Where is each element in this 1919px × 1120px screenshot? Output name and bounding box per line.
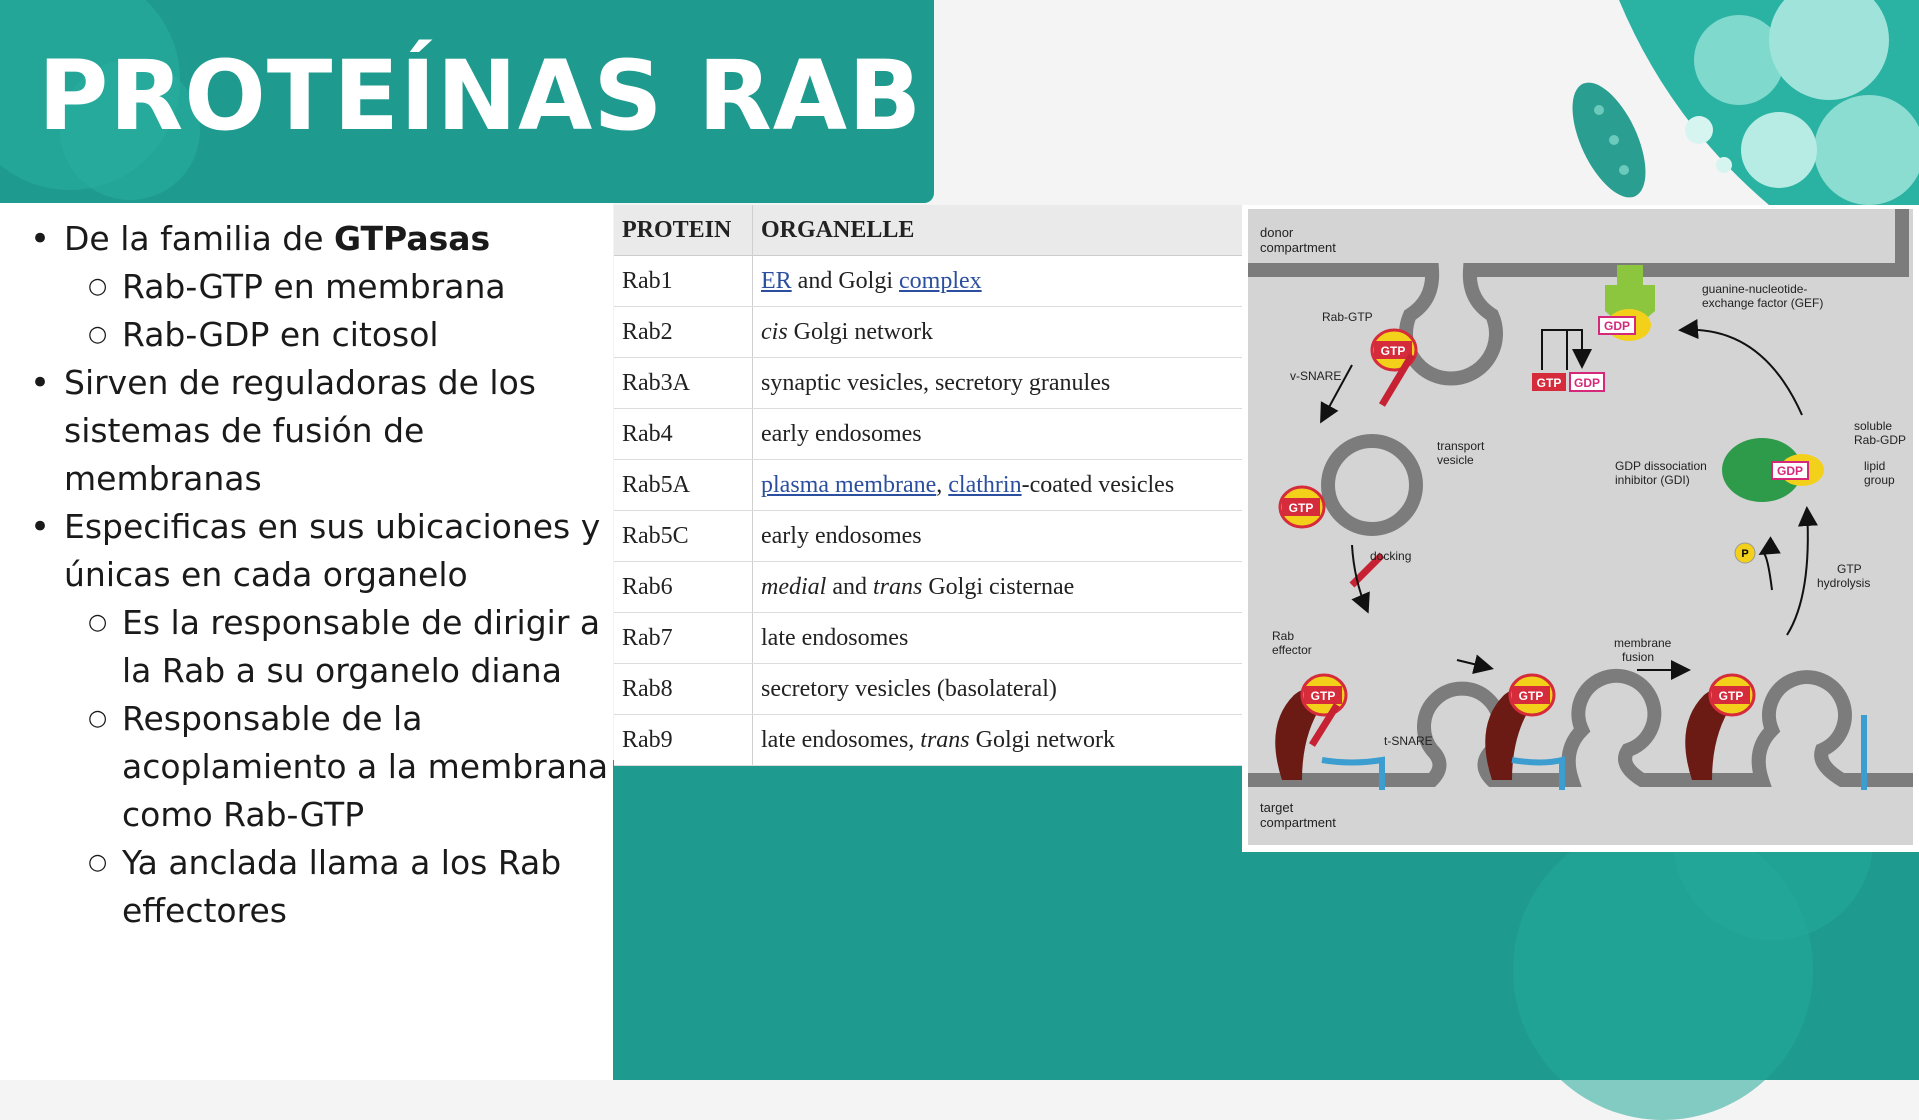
organelle-cell: late endosomes xyxy=(753,613,1243,664)
bullet-list xyxy=(30,215,610,935)
svg-text:GTP: GTP xyxy=(1518,689,1544,703)
target-label: target compartment xyxy=(1260,800,1336,830)
protein-cell: Rab8 xyxy=(614,664,753,715)
plasma-membrane-link[interactable]: plasma membrane xyxy=(761,471,937,498)
organelle-cell xyxy=(753,562,1243,613)
table-row xyxy=(614,613,1242,664)
sub-bullet-item: ○ Es la responsable de dirigir a la Rab a su organelo diana xyxy=(30,599,610,695)
organelle-cell xyxy=(753,715,1243,766)
protein-cell: Rab2 xyxy=(614,307,753,358)
svg-text:GDP: GDP xyxy=(1776,464,1804,478)
organelle-italic: trans xyxy=(920,726,970,753)
rab-gtp-label: Rab-GTP xyxy=(1322,310,1373,324)
table-row xyxy=(614,460,1242,511)
bullet-bold-text: GTPasas xyxy=(334,219,491,258)
gdi-label: GDP dissociation inhibitor (GDI) xyxy=(1615,459,1707,487)
rab-gtp-marker xyxy=(1302,675,1346,715)
svg-text:GTP: GTP xyxy=(1310,689,1336,703)
protein-cell: Rab5A xyxy=(614,460,753,511)
organelle-text: -coated vesicles xyxy=(1021,471,1175,498)
soluble-rab-gdp-label: soluble Rab-GDP xyxy=(1854,419,1907,447)
sub-bullet-item: ○ Responsable de la acoplamiento a la membrana como Rab-GTP xyxy=(30,695,610,839)
svg-text:GTP: GTP xyxy=(1718,689,1744,703)
title-banner xyxy=(0,0,934,203)
table-row xyxy=(614,409,1242,460)
organelle-cell: early endosomes xyxy=(753,409,1243,460)
complex-link[interactable]: complex xyxy=(899,267,982,294)
column-header-organelle: ORGANELLE xyxy=(753,205,1243,256)
organelle-text: late endosomes, xyxy=(761,726,921,753)
column-header-protein: PROTEIN xyxy=(614,205,753,256)
table-header-row xyxy=(614,205,1242,256)
svg-text:GDP: GDP xyxy=(1573,376,1601,390)
svg-text:GTP: GTP xyxy=(1288,501,1314,515)
membrane-fusion-label: membrane fusion xyxy=(1614,636,1672,664)
organelle-cell: early endosomes xyxy=(753,511,1243,562)
rab-gtp-marker xyxy=(1280,487,1324,527)
organelle-cell xyxy=(753,460,1243,511)
t-snare-label: t-SNARE xyxy=(1384,734,1433,748)
cell-decoration xyxy=(1539,0,1919,205)
table-row xyxy=(614,664,1242,715)
rab-gtp-marker xyxy=(1710,675,1754,715)
bullet-item xyxy=(30,215,610,263)
organelle-italic: trans xyxy=(872,573,923,600)
sub-bullet-item: ○ Rab-GTP en membrana xyxy=(30,263,610,311)
gef-label: guanine-nucleotide-exchange factor (GEF) xyxy=(1702,282,1824,310)
svg-text:P: P xyxy=(1741,548,1749,560)
er-link[interactable]: ER xyxy=(761,267,792,294)
protein-cell: Rab9 xyxy=(614,715,753,766)
organelle-text: Golgi network xyxy=(969,726,1115,753)
transport-vesicle-label: transport vesicle xyxy=(1437,439,1485,467)
table-row xyxy=(614,358,1242,409)
protein-cell: Rab1 xyxy=(614,256,753,307)
protein-cell: Rab7 xyxy=(614,613,753,664)
organelle-text: and xyxy=(826,573,873,600)
bullet-item: • Especificas en sus ubicaciones y únicas en cada organelo xyxy=(30,503,610,599)
donor-label: donor compartment xyxy=(1260,225,1336,255)
organelle-text: Golgi cisternae xyxy=(922,573,1075,600)
gtp-hydrolysis-label: GTP hydrolysis xyxy=(1817,562,1871,590)
lipid-group-label: lipid group xyxy=(1864,459,1895,487)
transport-vesicle xyxy=(1328,441,1416,529)
bullet-item: • Sirven de reguladoras de los sistemas de fusión de membranas xyxy=(30,359,610,503)
table-row xyxy=(614,307,1242,358)
page-title: PROTEÍNAS RAB xyxy=(38,40,923,152)
bullet-text: De la familia de xyxy=(64,219,335,258)
organelle-cell xyxy=(753,307,1243,358)
table-row xyxy=(614,715,1242,766)
organelle-cell xyxy=(753,256,1243,307)
protein-cell: Rab6 xyxy=(614,562,753,613)
docking-label: docking xyxy=(1370,549,1412,563)
protein-cell: Rab3A xyxy=(614,358,753,409)
table-row xyxy=(614,562,1242,613)
svg-text:GTP: GTP xyxy=(1536,376,1562,390)
sub-bullet-item: ○ Rab-GDP en citosol xyxy=(30,311,610,359)
svg-text:GDP: GDP xyxy=(1603,319,1631,333)
organelle-text: and Golgi xyxy=(791,267,899,294)
v-snare-label: v-SNARE xyxy=(1290,369,1342,383)
organelle-italic: cis xyxy=(761,318,788,345)
table-row xyxy=(614,256,1242,307)
protein-cell: Rab4 xyxy=(614,409,753,460)
rab-table xyxy=(614,205,1242,766)
clathrin-link[interactable]: clathrin xyxy=(948,471,1022,498)
sub-bullet-item: ○ Ya anclada llama a los Rab effectores xyxy=(30,839,610,935)
organelle-text: Golgi network xyxy=(787,318,933,345)
rab-cycle-diagram xyxy=(1242,205,1919,852)
rab-effector-label: Rab effector xyxy=(1272,629,1312,657)
organelle-cell: secretory vesicles (basolateral) xyxy=(753,664,1243,715)
organelle-italic: medial xyxy=(761,573,827,600)
organelle-cell: synaptic vesicles, secretory granules xyxy=(753,358,1243,409)
protein-cell: Rab5C xyxy=(614,511,753,562)
rab-gtp-marker xyxy=(1510,675,1554,715)
svg-text:GTP: GTP xyxy=(1380,344,1406,358)
table-row xyxy=(614,511,1242,562)
organelle-text: , xyxy=(936,471,949,498)
